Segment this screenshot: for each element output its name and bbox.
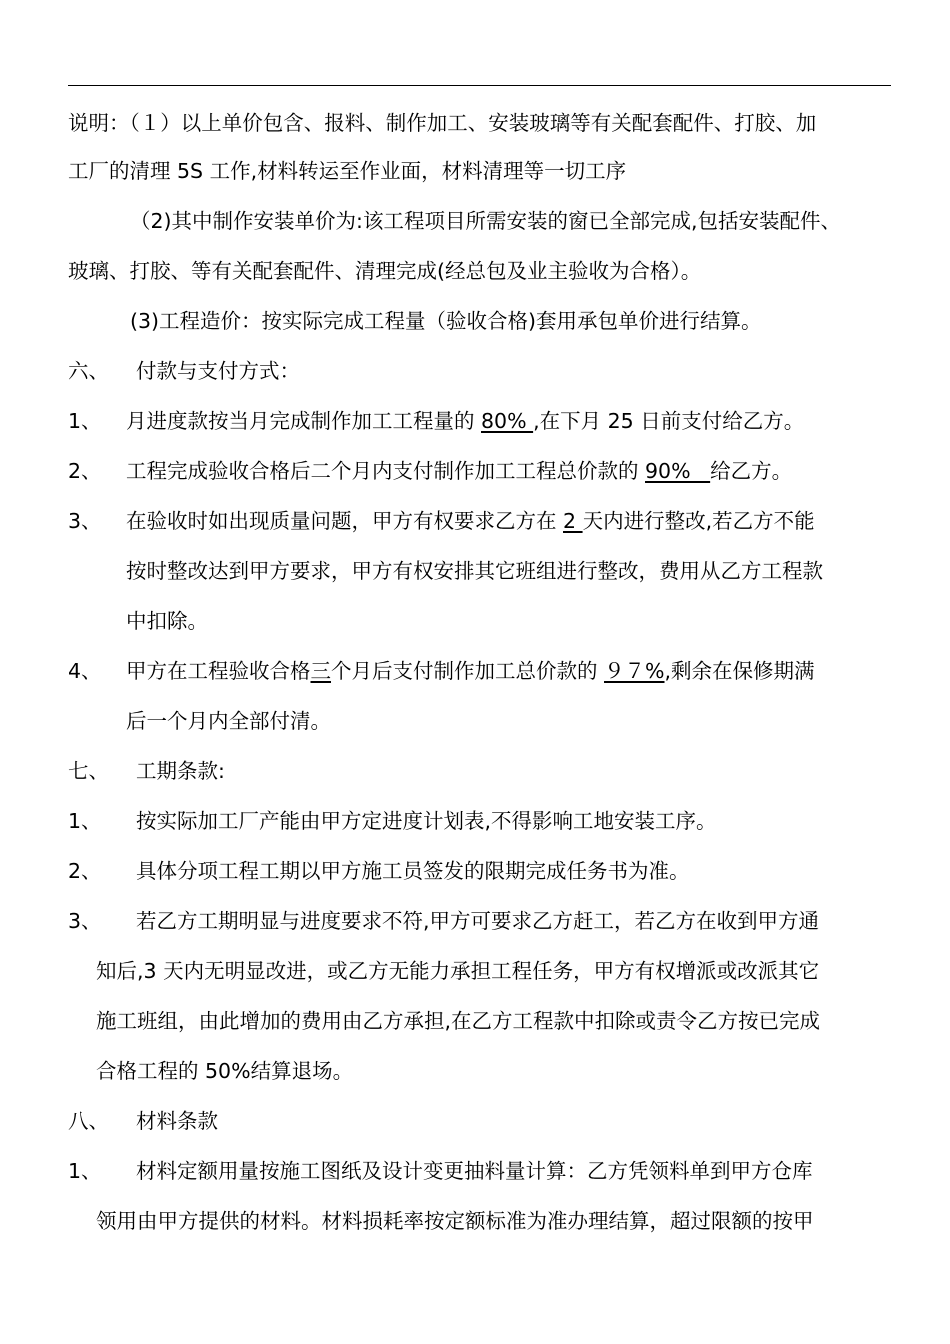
section8-number: 八、	[68, 1109, 109, 1133]
s6-item4-cont1: 后一个月内全部付清。	[126, 709, 331, 733]
s8-item1-number: 1、	[68, 1159, 102, 1183]
s6-item4-number: 4、	[68, 659, 102, 683]
section7-heading: 工期条款:	[136, 759, 225, 783]
section8-heading: 材料条款	[136, 1109, 218, 1133]
s6-item2-number: 2、	[68, 459, 102, 483]
note-line-1: 说明：（１）以上单价包含、报料、制作加工、安装玻璃等有关配套配件、打胶、加	[68, 111, 817, 135]
s7-item1-text: 按实际加工厂产能由甲方定进度计划表,不得影响工地安装工序。	[136, 809, 717, 833]
s6-item1-value: 80%	[481, 409, 534, 433]
s6-item1-text: 月进度款按当月完成制作加工工程量的 80% ,在下月 25 日前支付给乙方。	[126, 409, 805, 433]
s6-item4-months: 三	[310, 659, 331, 683]
s7-item2-text: 具体分项工程工期以甲方施工员签发的限期完成任务书为准。	[136, 859, 690, 883]
s7-item2-number: 2、	[68, 859, 102, 883]
s6-item2-value: 90%	[645, 459, 711, 483]
s6-item4-text: 甲方在工程验收合格三个月后支付制作加工总价款的 ９７%,剩余在保修期满	[126, 659, 815, 683]
s8-item1-text: 材料定额用量按施工图纸及设计变更抽料量计算：乙方凭领料单到甲方仓库	[136, 1159, 813, 1183]
s7-item3-cont3: 合格工程的 50%结算退场。	[96, 1059, 354, 1083]
s6-item4-percent: ９７%	[604, 659, 665, 683]
s7-item1-number: 1、	[68, 809, 102, 833]
s7-item3-text: 若乙方工期明显与进度要求不符,甲方可要求乙方赶工，若乙方在收到甲方通	[136, 909, 820, 933]
note-line-4: 玻璃、打胶、等有关配套配件、清理完成(经总包及业主验收为合格）。	[68, 259, 702, 283]
header-rule	[68, 85, 891, 86]
section6-heading: 付款与支付方式：	[136, 359, 300, 383]
note-line-3: （2)其中制作安装单价为:该工程项目所需安装的窗已全部完成,包括安装配件、	[130, 209, 841, 233]
s8-item1-cont1: 领用由甲方提供的材料。材料损耗率按定额标准为准办理结算，超过限额的按甲	[96, 1209, 814, 1233]
s6-item1-number: 1、	[68, 409, 102, 433]
s6-item3-cont2: 中扣除。	[126, 609, 208, 633]
s7-item3-number: 3、	[68, 909, 102, 933]
s6-item3-text: 在验收时如出现质量问题，甲方有权要求乙方在 2 天内进行整改,若乙方不能	[126, 509, 815, 533]
note-line-2: 工厂的清理 5S 工作,材料转运至作业面，材料清理等一切工序	[68, 159, 627, 183]
section6-number: 六、	[68, 359, 109, 383]
s6-item2-text: 工程完成验收合格后二个月内支付制作加工工程总价款的 90% 给乙方。	[126, 459, 793, 483]
section7-number: 七、	[68, 759, 109, 783]
s6-item3-value: 2	[563, 509, 583, 533]
s7-item3-cont1: 知后,3 天内无明显改进，或乙方无能力承担工程任务，甲方有权增派或改派其它	[96, 959, 820, 983]
s7-item3-cont2: 施工班组，由此增加的费用由乙方承担,在乙方工程款中扣除或责令乙方按已完成	[96, 1009, 821, 1033]
s6-item3-cont1: 按时整改达到甲方要求，甲方有权安排其它班组进行整改，费用从乙方工程款	[126, 559, 823, 583]
note-line-5: (3)工程造价：按实际完成工程量（验收合格)套用承包单价进行结算。	[130, 309, 762, 333]
s6-item3-number: 3、	[68, 509, 102, 533]
